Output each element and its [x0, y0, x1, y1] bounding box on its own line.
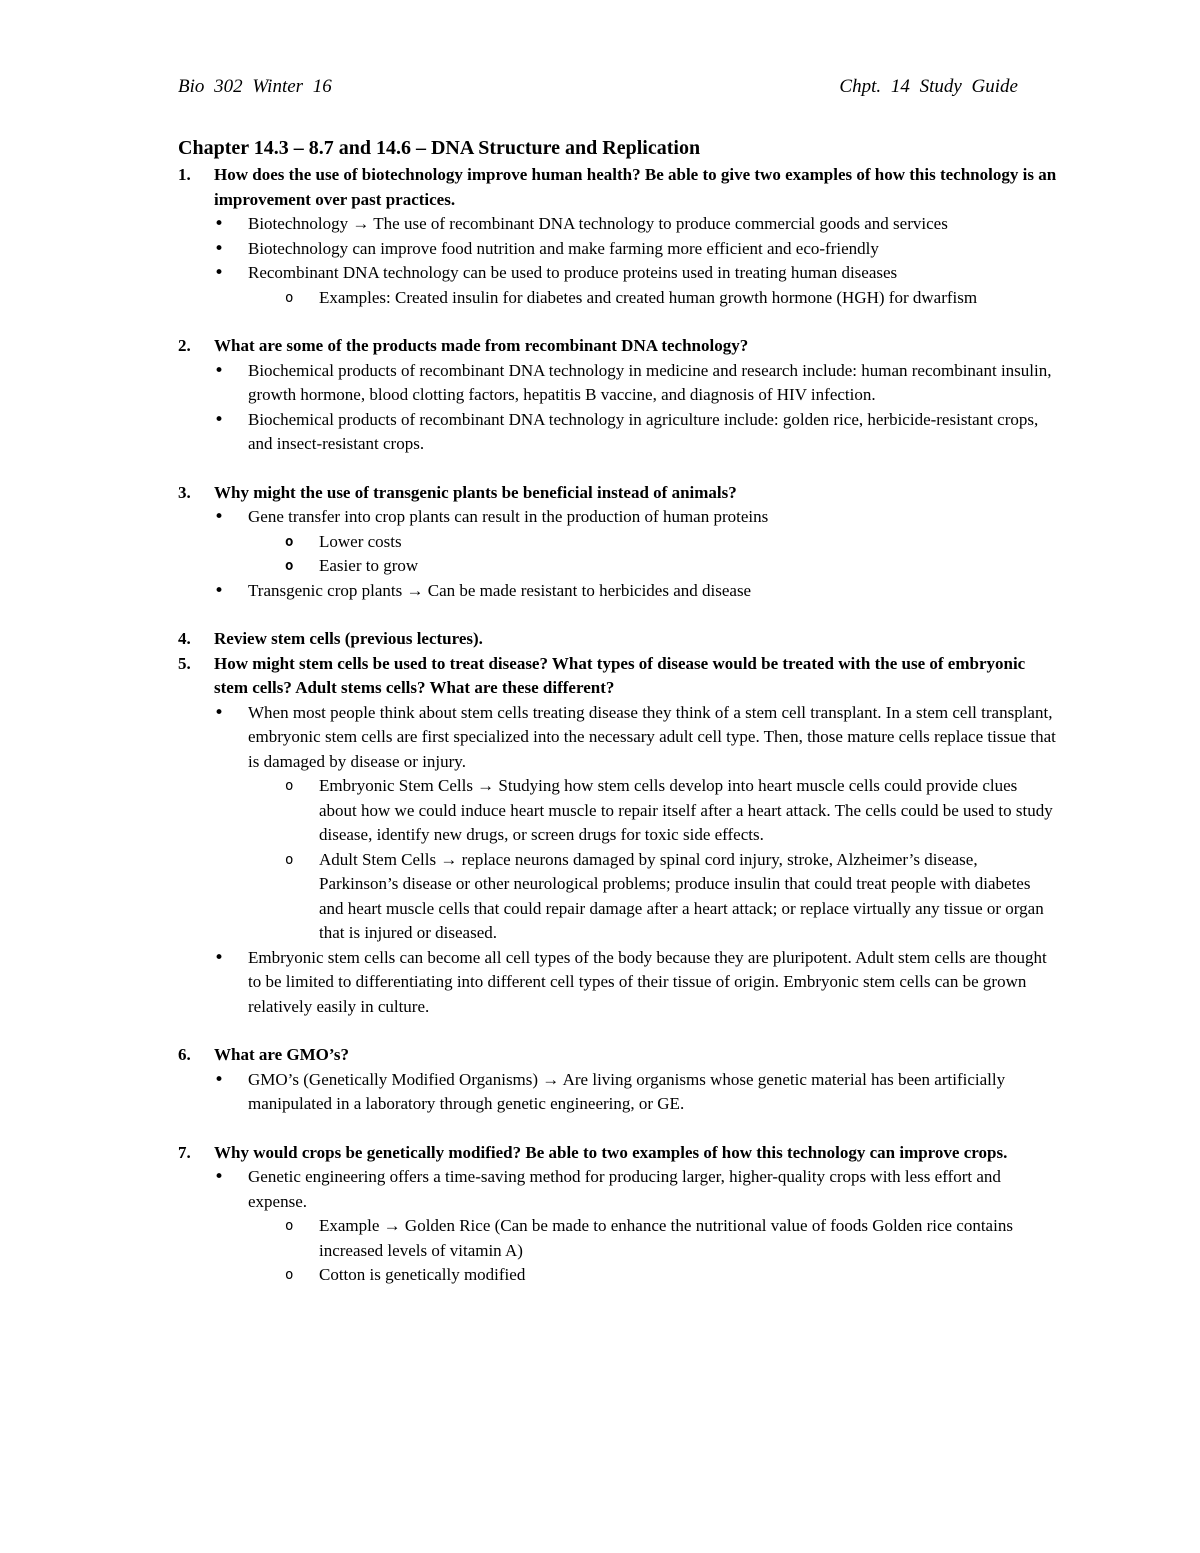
question-number: 7.: [178, 1142, 191, 1162]
question-6: [178, 1043, 1058, 1117]
bullet-item: • Biotechnology → The use of recombinant DNA technology to produce commercial goods and services: [178, 212, 1058, 237]
question-text: Review stem cells (previous lectures).: [214, 629, 483, 648]
question-number: 1.: [178, 165, 191, 184]
question-1: [178, 163, 1058, 310]
page-header: [178, 76, 1018, 98]
sub-bullet-item: o Examples: Created insulin for diabetes and created human growth hormone (HGH) for dwarfism: [248, 286, 1058, 311]
bullet-item: [178, 701, 1058, 946]
bullet-text: • Genetic engineering offers a time-saving method for producing larger, higher-quality crops with less effort and expense.: [248, 1167, 1001, 1211]
study-guide-content: [178, 134, 1058, 1288]
header-course: Bio 302 Winter 16: [178, 76, 332, 97]
bullet-text: • Gene transfer into crop plants can result in the production of human proteins: [248, 507, 769, 526]
question-number: 4.: [178, 629, 191, 648]
bullet-text: • Recombinant DNA technology can be used to produce proteins used in treating human diseases: [248, 263, 898, 282]
sub-bullet-item: o Adult Stem Cells → replace neurons damaged by spinal cord injury, stroke, Alzheimer’s disease, Parkinson’s disease or other neurological problems; produce insulin that could treat people with diabetes and heart muscle cells that could repair damage after a heart attack; or replace virtually any tissue or organ that is injured or diseased.: [248, 848, 1058, 946]
bullet-text: • When most people think about stem cells treating disease they think of a stem cell transplant. In a stem cell transplant, embryonic stem cells are first specialized into the necessary adult cell type. Then, those mature cells replace tissue that is damaged by disease or injury.: [248, 702, 1056, 771]
question-number: 3.: [178, 482, 191, 502]
question-text: Why would crops be genetically modified? Be able to two examples of how this technology can improve crops.: [214, 1142, 1008, 1162]
question-number: 5.: [178, 653, 191, 673]
bullet-item: • Embryonic stem cells can become all cell types of the body because they are pluripotent. Adult stem cells are thought to be limited to differentiating into different cell types of their tissue of origin. Embryonic stem cells can be grown relatively easily in culture.: [178, 946, 1058, 1020]
bullet-item: [178, 1165, 1058, 1288]
question-7: [178, 1141, 1058, 1288]
bullet-item: • GMO’s (Genetically Modified Organisms) → Are living organisms whose genetic material has been artificially manipulated in a laboratory through genetic engineering, or GE.: [178, 1068, 1058, 1117]
question-text: How does the use of biotechnology improve human health? Be able to give two examples of how this technology is an improvement over past practices.: [214, 165, 1057, 209]
bullet-item: [178, 505, 1058, 579]
question-2: [178, 334, 1058, 457]
question-text: What are some of the products made from recombinant DNA technology?: [214, 336, 749, 355]
question-5: [178, 652, 1058, 1020]
sub-bullet-item: o Embryonic Stem Cells → Studying how stem cells develop into heart muscle cells could provide clues about how we could induce heart muscle to repair itself after a heart attack. The cells could be used to study disease, identify new drugs, or screen drugs for toxic side effects.: [248, 774, 1058, 848]
header-chapter: Chpt. 14 Study Guide: [839, 76, 1018, 97]
question-4: [178, 627, 1058, 652]
sub-bullet-item: o Example → Golden Rice (Can be made to enhance the nutritional value of foods Golden rice contains increased levels of vitamin A): [248, 1214, 1058, 1263]
bullet-item: [178, 261, 1058, 310]
question-text: How might stem cells be used to treat disease? What types of disease would be treated with the use of embryonic stem cells? Adult stems cells? What are these different?: [214, 653, 1026, 697]
bullet-item: • Biochemical products of recombinant DNA technology in medicine and research include: human recombinant insulin, growth hormone, blood clotting factors, hepatitis B vaccine, and diagnosis of HIV infection.: [178, 359, 1058, 408]
bullet-item: • Transgenic crop plants → Can be made resistant to herbicides and disease: [178, 579, 1058, 604]
bullet-item: • Biochemical products of recombinant DNA technology in agriculture include: golden rice, herbicide-resistant crops, and insect-resistant crops.: [178, 408, 1058, 457]
question-3: [178, 481, 1058, 604]
chapter-title: Chapter 14.3 – 8.7 and 14.6 – DNA Structure and Replication: [178, 137, 701, 159]
question-number: 2.: [178, 336, 191, 355]
question-text: What are GMO’s?: [214, 1045, 350, 1064]
sub-bullet-item: o Lower costs: [248, 530, 1058, 555]
sub-bullet-item: o Easier to grow: [248, 554, 1058, 579]
bullet-item: • Biotechnology can improve food nutrition and make farming more efficient and eco-friendly: [178, 237, 1058, 262]
question-number: 6.: [178, 1045, 191, 1064]
question-text: Why might the use of transgenic plants be beneficial instead of animals?: [214, 482, 737, 502]
sub-bullet-item: o Cotton is genetically modified: [248, 1263, 1058, 1288]
